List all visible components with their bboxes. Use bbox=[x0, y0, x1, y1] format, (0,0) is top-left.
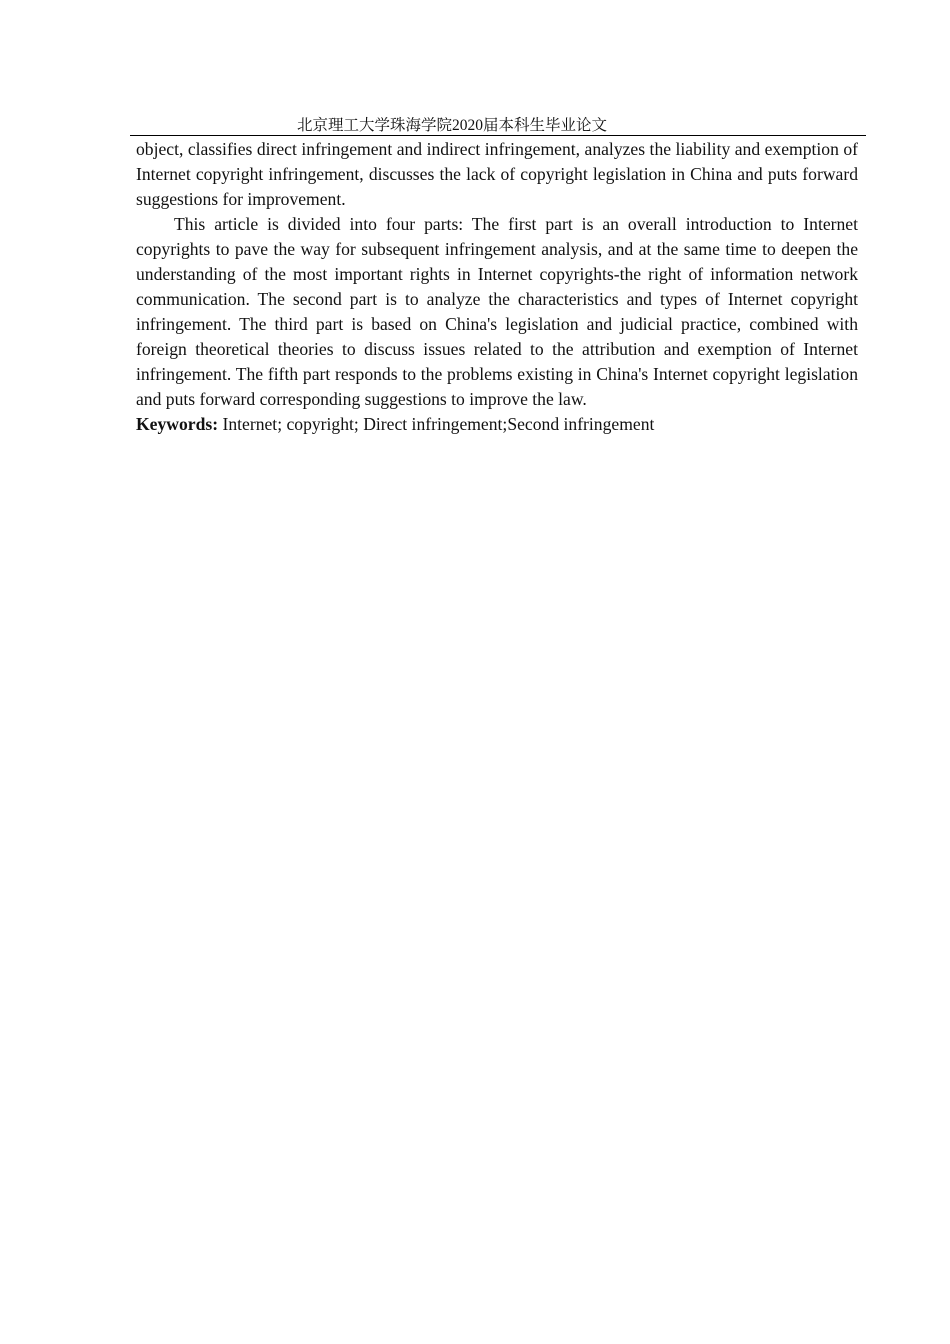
running-header-text: 北京理工大学珠海学院2020届本科生毕业论文 bbox=[297, 117, 608, 134]
keywords-label: Keywords: bbox=[136, 414, 219, 434]
abstract-paragraph-continued: object, classifies direct infringement and indirect infringement, analyzes the liability and exemption of Internet copyright infringement, discusses the lack of copyright legislation in China and puts forward suggestions for improvement. bbox=[136, 139, 858, 209]
running-header bbox=[130, 114, 866, 136]
keywords-value: Internet; copyright; Direct infringement;Second infringement bbox=[218, 414, 655, 434]
abstract-body bbox=[136, 137, 858, 437]
abstract-paragraph-structure: This article is divided into four parts: The first part is an overall introduction to Internet copyrights to pave the way for subsequent infringement analysis, and at the same time to deepen the understanding of the most important rights in Internet copyrights-the right of information network communication. The second part is to analyze the characteristics and types of Internet copyright infringement. The third part is based on China's legislation and judicial practice, combined with foreign theoretical theories to discuss issues related to the attribution and exemption of Internet infringement. The fifth part responds to the problems existing in China's Internet copyright legislation and puts forward corresponding suggestions to improve the law. bbox=[136, 214, 858, 409]
keywords-line bbox=[136, 412, 858, 437]
